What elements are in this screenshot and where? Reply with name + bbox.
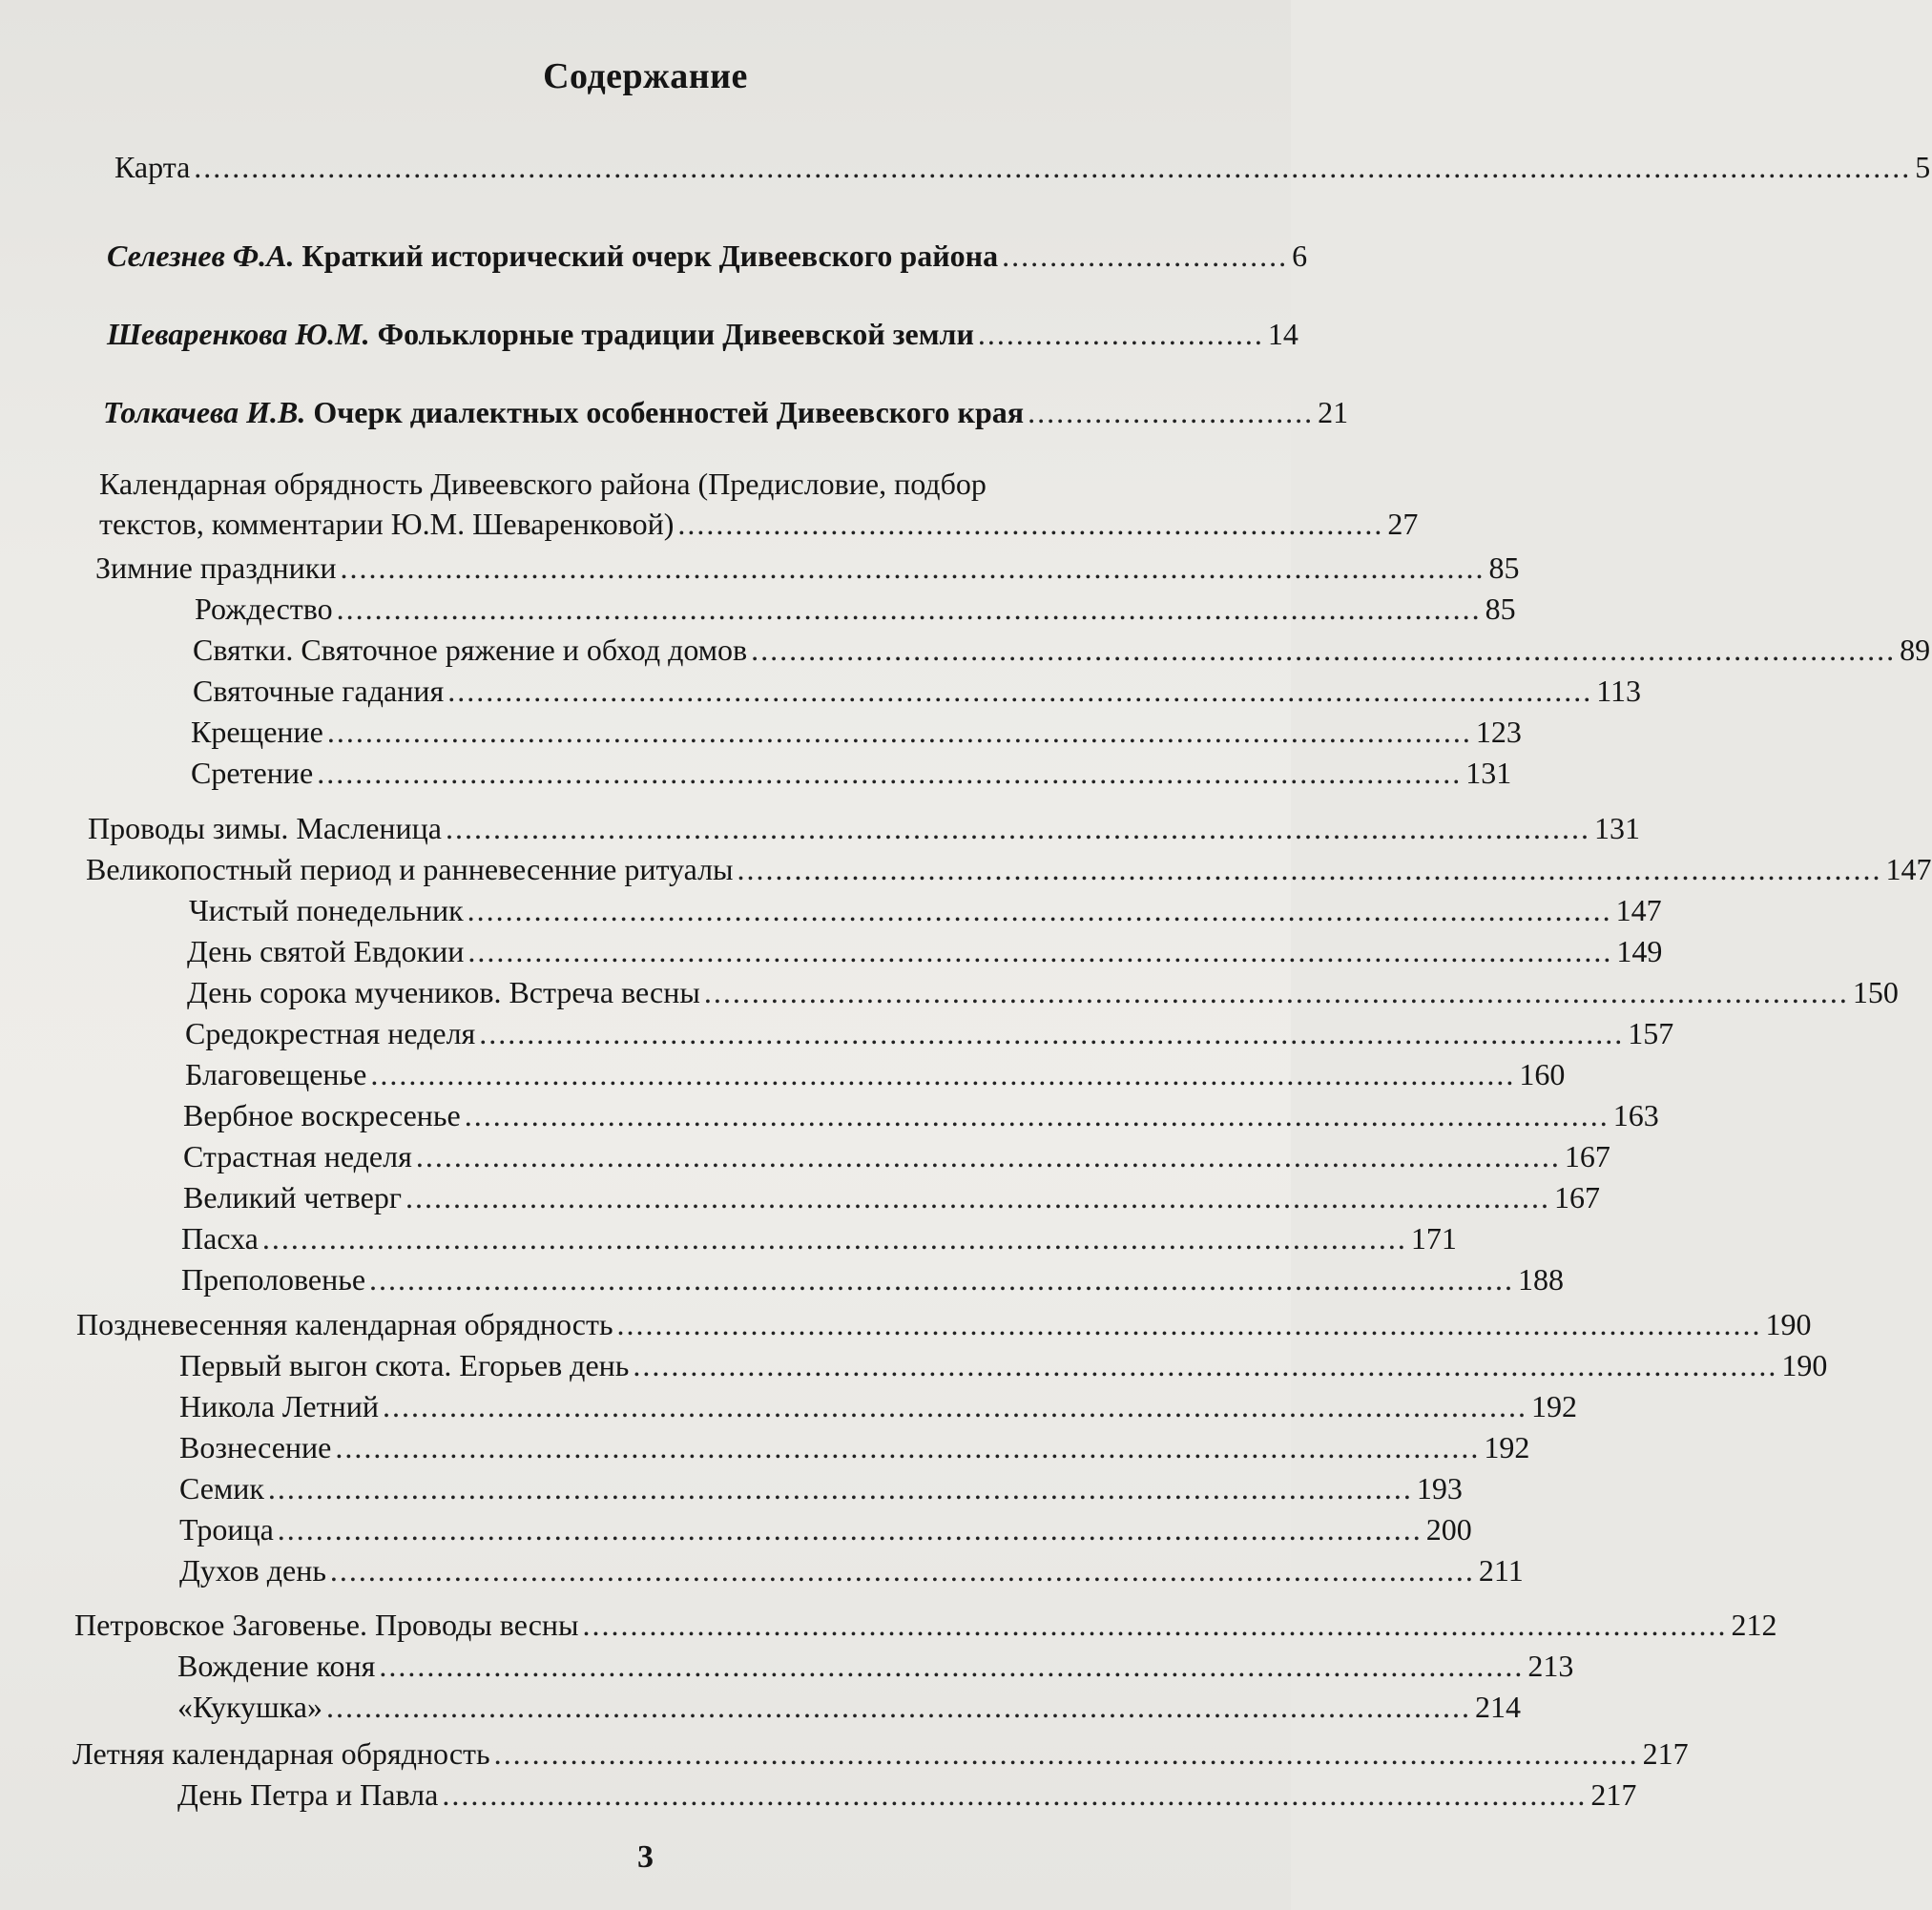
toc-page-number: 147 [1615, 893, 1662, 927]
dot-leader: ........................................................................................................................ [369, 1262, 1515, 1297]
toc-page-number: 214 [1474, 1690, 1521, 1724]
toc-entry [185, 1014, 1674, 1052]
toc-page-number: 85 [1488, 550, 1520, 585]
toc-entry-label: Карта [114, 150, 191, 184]
toc-entry-label: Страстная неделя [183, 1139, 412, 1173]
toc-entry-label-rest: (Предисловие, подбор [697, 467, 987, 501]
toc-entry-label: Средокрестная неделя [185, 1016, 476, 1050]
toc-entry [177, 1775, 1637, 1814]
toc-page-number: 163 [1612, 1098, 1659, 1132]
dot-leader: ........................................................................................................................ [447, 674, 1593, 708]
toc-page-number: 217 [1590, 1777, 1637, 1812]
dot-leader: ........................................................................................................................ [267, 1471, 1413, 1505]
dot-leader: ........................................................................................................................ [737, 852, 1882, 886]
toc-entry-author: Шеваренкова Ю.М. [107, 317, 370, 351]
toc-page-number: 149 [1616, 934, 1663, 968]
toc-entry [185, 1055, 1566, 1093]
toc-entry [191, 754, 1512, 792]
dot-leader: ........................................................................................................................ [261, 1221, 1407, 1256]
toc-page-number: 211 [1478, 1553, 1524, 1588]
toc-entry [179, 1469, 1463, 1507]
toc-entry-label: Зимние праздники [95, 550, 337, 585]
page-number-footer: 3 [637, 1839, 654, 1875]
toc-entry-label: «Кукушка» [177, 1690, 322, 1724]
toc-page-number: 113 [1596, 674, 1641, 708]
dot-leader: ........................................................................................................................ [464, 1098, 1610, 1132]
toc-entry-map [114, 148, 1931, 186]
toc-entry-label: Никола Летний [179, 1389, 379, 1423]
toc-page-number: 190 [1781, 1348, 1828, 1382]
dot-leader: ........................................................................................................................ [751, 633, 1897, 667]
toc-entry [86, 850, 1932, 888]
dot-leader: .............................. [1028, 395, 1315, 429]
toc-entry-label: Поздневесенняя календарная обрядность [76, 1307, 613, 1341]
dot-leader: ........................................................................................................................ [405, 1180, 1550, 1215]
toc-page-number: 131 [1465, 756, 1512, 790]
toc-page-number: 5 [1915, 150, 1931, 184]
toc-entry-label: Благовещенье [185, 1057, 367, 1091]
toc-entry-label: Проводы зимы. Масленица [88, 811, 442, 845]
toc-entry [179, 1387, 1577, 1425]
toc-page-number: 190 [1765, 1307, 1812, 1341]
toc-entry-label: Семик [179, 1471, 264, 1505]
toc-entry [181, 1260, 1565, 1298]
toc-page-number: 89 [1900, 633, 1931, 667]
toc-entry-tolkacheva [103, 393, 1349, 431]
toc-entry-label: Преполовенье [181, 1262, 366, 1297]
toc-entry-label: Вознесение [179, 1430, 332, 1464]
toc-entry [193, 631, 1931, 669]
toc-entry [183, 1137, 1610, 1175]
toc-entry-calendar-rites [99, 465, 1419, 543]
dot-leader: ........................................................................................................................ [329, 1553, 1475, 1588]
toc-page-number: 27 [1387, 507, 1419, 541]
toc-page-number: 213 [1527, 1649, 1574, 1683]
dot-leader: ........................................................................................................................ [415, 1139, 1561, 1173]
toc-entry-label: Великопостный период и ранневесенние ритуалы [86, 852, 734, 886]
toc-entry-label: Рождество [195, 592, 333, 626]
toc-page-number: 150 [1852, 975, 1899, 1009]
toc-entry [189, 891, 1662, 929]
toc-entry-label: Троица [179, 1512, 274, 1547]
dot-leader: ........................................................................................................................ [467, 934, 1613, 968]
dot-leader: ........................................................................................................................ [467, 893, 1612, 927]
toc-entry [187, 932, 1663, 970]
toc-page-number: 21 [1318, 395, 1349, 429]
toc-page-number: 167 [1553, 1180, 1600, 1215]
toc-page-number: 123 [1475, 715, 1522, 749]
toc-entry [95, 549, 1520, 587]
dot-leader: ........................................................................................................................ [703, 975, 1849, 1009]
toc-entry [177, 1688, 1521, 1726]
toc-page-number: 147 [1885, 852, 1932, 886]
dot-leader: ........................................................................................................................ [379, 1649, 1525, 1683]
dot-leader: ........................................................................................................................ [442, 1777, 1588, 1812]
toc-entry [179, 1551, 1524, 1589]
toc-page-number: 157 [1628, 1016, 1674, 1050]
dot-leader: ........................................................................................................................ [582, 1608, 1728, 1642]
toc-entry-seleznev [107, 237, 1308, 275]
toc-page-number: 167 [1564, 1139, 1610, 1173]
toc-entry-author: Толкачева И.В. [103, 395, 306, 429]
dot-leader: ........................................................................................................................ [616, 1307, 1762, 1341]
toc-entry-label: Духов день [179, 1553, 326, 1588]
toc-entry-label: Святки. Святочное ряжение и обход домов [193, 633, 748, 667]
toc-entry [179, 1346, 1828, 1384]
toc-entry [183, 1096, 1659, 1134]
toc-entry-label: Пасха [181, 1221, 259, 1256]
toc-page-number: 171 [1410, 1221, 1457, 1256]
toc-entry [181, 1219, 1457, 1257]
dot-leader: ........................................................................................................................ [382, 1389, 1527, 1423]
dot-leader: ........................................................................................................................ [445, 811, 1590, 845]
dot-leader: ........................................................................................................................ [277, 1512, 1423, 1547]
dot-leader: ........................................................................................................................ [336, 592, 1482, 626]
toc-entry [191, 713, 1522, 751]
toc-page-number: 192 [1484, 1430, 1530, 1464]
toc-page-number: 192 [1530, 1389, 1577, 1423]
toc-entry [74, 1606, 1777, 1644]
dot-leader: ........................................................................................................................ [326, 715, 1472, 749]
dot-leader: ........................................................................................................................ [493, 1736, 1639, 1771]
toc-entry-label: День святой Евдокии [187, 934, 465, 968]
toc-page-number: 6 [1292, 239, 1308, 273]
dot-leader: ........................................................................................................................ [335, 1430, 1481, 1464]
dot-leader: .............................. [977, 317, 1264, 351]
toc-entry-label: Великий четверг [183, 1180, 402, 1215]
toc-entry [179, 1510, 1472, 1548]
toc-entry [193, 672, 1641, 710]
dot-leader: ........................................................................................................................ [317, 756, 1463, 790]
dot-leader: ........................................................................................................................ [479, 1016, 1625, 1050]
toc-entry-label: Краткий исторический очерк Дивеевского района [301, 239, 999, 273]
toc-entry-label: Святочные гадания [193, 674, 445, 708]
toc-page-number: 131 [1593, 811, 1640, 845]
toc-entry-label: Петровское Заговенье. Проводы весны [74, 1608, 579, 1642]
toc-entry-author: Селезнев Ф.А. [107, 239, 295, 273]
toc-entry-label: Сретение [191, 756, 314, 790]
toc-entry-label: День сорока мучеников. Встреча весны [187, 975, 700, 1009]
toc-page-number: 85 [1485, 592, 1516, 626]
toc-entry [195, 590, 1516, 628]
toc-entry-label: Чистый понедельник [189, 893, 464, 927]
toc-page-number: 188 [1518, 1262, 1565, 1297]
toc-entry-label: Крещение [191, 715, 323, 749]
toc-entry [183, 1178, 1600, 1216]
page-title: Содержание [543, 56, 748, 96]
toc-entry [76, 1305, 1812, 1343]
toc-page-number: 212 [1731, 1608, 1777, 1642]
toc-entry-label: Вождение коня [177, 1649, 376, 1683]
toc-entry [179, 1428, 1530, 1466]
dot-leader: .............................. [1002, 239, 1289, 273]
toc-page-number: 160 [1519, 1057, 1566, 1091]
toc-entry-label: Вербное воскресенье [183, 1098, 461, 1132]
toc-page-number: 217 [1642, 1736, 1689, 1771]
toc-entry-label: Фольклорные традиции Дивеевской земли [377, 317, 974, 351]
toc-entry-shevarenkova [107, 315, 1298, 353]
toc-page-number: 200 [1425, 1512, 1472, 1547]
toc-entry [187, 973, 1899, 1011]
dot-leader: .................................................................................................................................................................................... [194, 150, 1912, 184]
toc-entry-label: Календарная обрядность Дивеевского района [99, 467, 691, 501]
toc-page-number: 14 [1267, 317, 1298, 351]
toc-entry [73, 1734, 1689, 1773]
toc-entry [177, 1647, 1574, 1685]
toc-entry-label-line2: текстов, комментарии Ю.М. Шеваренковой) [99, 507, 675, 541]
toc-page-number: 193 [1416, 1471, 1463, 1505]
dot-leader: ........................................................................................................................ [325, 1690, 1471, 1724]
dot-leader: ........................................................................................................................ [340, 550, 1485, 585]
toc-entry-label: День Петра и Павла [177, 1777, 439, 1812]
toc-entry-label: Первый выгон скота. Егорьев день [179, 1348, 630, 1382]
toc-entry-label: Летняя календарная обрядность [73, 1736, 490, 1771]
toc-entry [88, 809, 1640, 847]
dot-leader: ........................................................................................................................ [370, 1057, 1516, 1091]
dot-leader: ........................................................................................................................ [633, 1348, 1778, 1382]
dot-leader: .......................................................................... [677, 507, 1384, 541]
toc-entry-label: Очерк диалектных особенностей Дивеевского края [313, 395, 1025, 429]
